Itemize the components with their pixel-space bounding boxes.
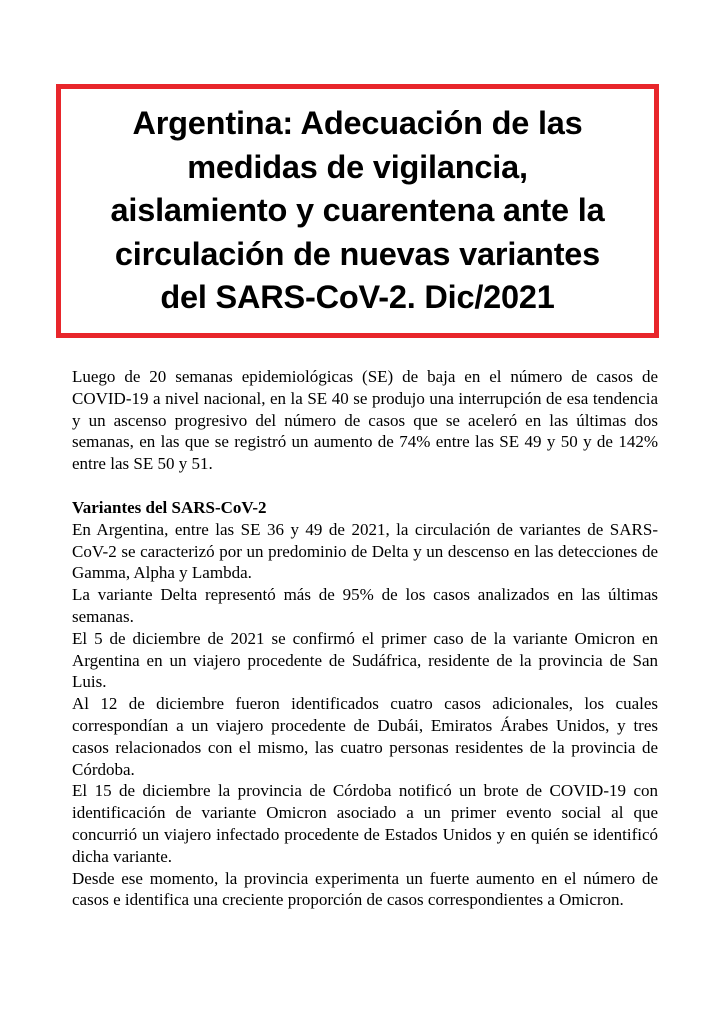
title-line: aislamiento y cuarentena ante la [110,192,605,229]
title-line: del SARS-CoV-2. Dic/2021 [160,279,555,316]
section-heading: Variantes del SARS-CoV-2 [72,497,267,517]
title-line: circulación de nuevas variantes [114,235,601,272]
title-box [56,84,659,338]
body-paragraph: Desde ese momento, la provincia experimenta un fuerte aumento en el número de casos e identifica una creciente proporción de casos correspondientes a Omicron. [72,868,658,910]
body-paragraph: En Argentina, entre las SE 36 y 49 de 2021, la circulación de variantes de SARS-CoV-2 se caracterizó por un predominio de Delta y un descenso en las detecciones de Gamma, Alpha y Lambda. [72,519,658,583]
intro-paragraph: Luego de 20 semanas epidemiológicas (SE) de baja en el número de casos de COVID-19 a nivel nacional, en la SE 40 se produjo una interrupción de esa tendencia y un ascenso progresivo del número de casos que se aceleró en las últimas dos semanas, en las que se registró un aumento de 74% entre las SE 49 y 50 y de 142% entre las SE 50 y 51. [72,367,658,474]
title-line: medidas de vigilancia, [187,148,528,185]
document-body [72,366,658,911]
document-title [61,102,654,320]
body-paragraph: Al 12 de diciembre fueron identificados cuatro casos adicionales, los cuales correspondían a un viajero procedente de Dubái, Emiratos Árabes Unidos, y tres casos relacionados con el mismo, las cuatro personas residentes de la provincia de Córdoba. [72,694,658,779]
body-paragraph: El 15 de diciembre la provincia de Córdoba notificó un brote de COVID-19 con identificación de variante Omicron asociado a un primer evento social al que concurrió un viajero infectado procedente de Estados Unidos y en quién se identificó dicha variante. [72,781,658,866]
body-paragraph: La variante Delta representó más de 95% de los casos analizados en las últimas semanas. [72,585,658,626]
title-line: Argentina: Adecuación de las [132,105,583,142]
body-paragraph: El 5 de diciembre de 2021 se confirmó el primer caso de la variante Omicron en Argentina en un viajero procedente de Sudáfrica, residente de la provincia de San Luis. [72,628,658,692]
